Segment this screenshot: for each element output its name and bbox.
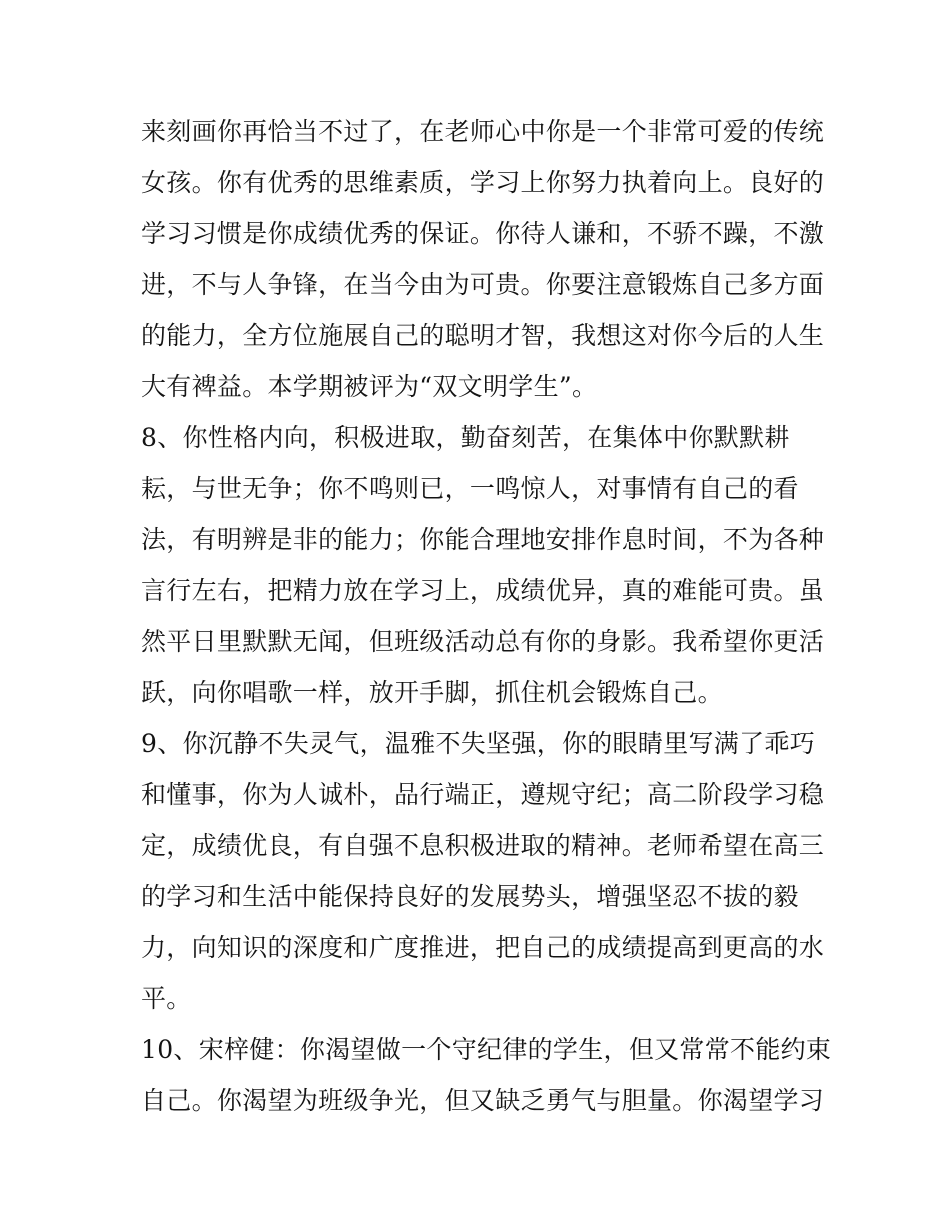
text-line: 的学习和生活中能保持良好的发展势头，增强坚忍不拔的毅 <box>141 882 799 911</box>
text-line: 进，不与人争锋，在当今由为可贵。你要注意锻炼自己多方面 <box>141 270 825 299</box>
text-line: 女孩。你有优秀的思维素质，学习上你努力执着向上。良好的 <box>141 168 825 197</box>
document-body <box>141 106 832 1126</box>
text-line: 9、你沉静不失灵气，温雅不失坚强，你的眼睛里写满了乖巧 <box>141 729 816 758</box>
text-line: 言行左右，把精力放在学习上，成绩优异，真的难能可贵。虽 <box>141 576 825 605</box>
text-line: 的能力，全方位施展自己的聪明才智，我想这对你今后的人生 <box>141 321 825 350</box>
text-line: 然平日里默默无闻，但班级活动总有你的身影。我希望你更活 <box>141 627 825 656</box>
text-line: 和懂事，你为人诚朴，品行端正，遵规守纪；高二阶段学习稳 <box>141 780 825 809</box>
text-line: 法，有明辨是非的能力；你能合理地安排作息时间，不为各种 <box>141 525 825 554</box>
text-line: 大有裨益。本学期被评为“双文明学生”。 <box>141 372 598 401</box>
text-line: 来刻画你再恰当不过了，在老师心中你是一个非常可爱的传统 <box>141 117 825 146</box>
text-line: 学习习惯是你成绩优秀的保证。你待人谦和，不骄不躁，不激 <box>141 219 825 248</box>
text-line: 8、你性格内向，积极进取，勤奋刻苦，在集体中你默默耕 <box>141 423 790 452</box>
text-line: 定，成绩优良，有自强不息积极进取的精神。老师希望在高三 <box>141 831 825 860</box>
text-line: 力，向知识的深度和广度推进，把自己的成绩提高到更高的水 <box>141 933 825 962</box>
text-line: 自己。你渴望为班级争光，但又缺乏勇气与胆量。你渴望学习 <box>141 1086 825 1115</box>
text-line: 耘，与世无争；你不鸣则已，一鸣惊人，对事情有自己的看 <box>141 474 799 503</box>
text-line: 平。 <box>141 984 192 1013</box>
text-line: 10、宋梓健：你渴望做一个守纪律的学生，但又常常不能约束 <box>141 1035 832 1064</box>
text-line: 跃，向你唱歌一样，放开手脚，抓住机会锻炼自己。 <box>141 678 723 707</box>
